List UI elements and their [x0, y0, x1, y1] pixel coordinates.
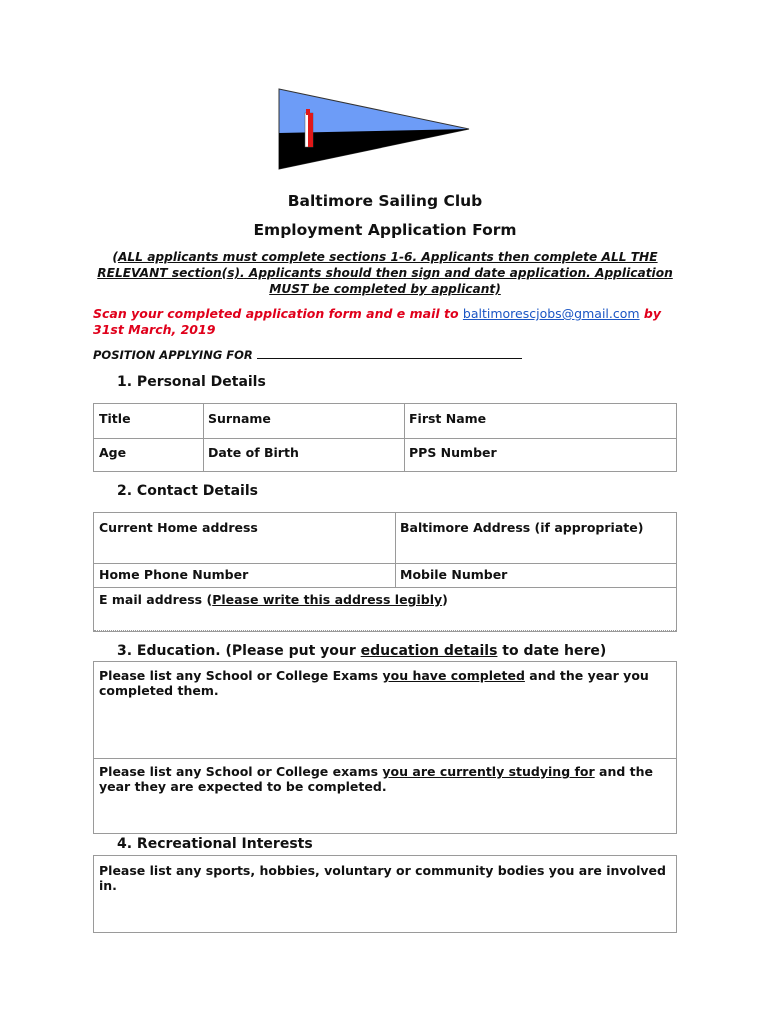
- form-title: Employment Application Form: [253, 221, 517, 239]
- surname-field[interactable]: Surname: [208, 411, 271, 426]
- education-table: [93, 661, 677, 834]
- title-field[interactable]: Title: [99, 411, 131, 426]
- recreational-table: [93, 855, 677, 933]
- baltimore-address-field[interactable]: Baltimore Address (if appropriate): [400, 520, 644, 535]
- home-phone-field[interactable]: Home Phone Number: [99, 567, 249, 582]
- pps-number-field[interactable]: PPS Number: [409, 445, 497, 460]
- instructions: (ALL applicants must complete sections 1-6. Applicants then complete ALL THE RELEVANT section(s). Applicants should then sign and date application. Application MUST be completed by applicant): [97, 250, 673, 296]
- personal-details-table: [93, 403, 677, 472]
- current-home-address-field[interactable]: Current Home address: [99, 520, 258, 535]
- position-applying: [93, 347, 522, 362]
- exams-studying-field[interactable]: Please list any School or College exams you are currently studying for and the year they are expected to be completed.: [99, 764, 654, 794]
- first-name-field[interactable]: First Name: [409, 411, 487, 426]
- club-name: Baltimore Sailing Club: [287, 192, 483, 210]
- section3-heading: 3. Education. (Please put your education details to date here): [117, 643, 607, 659]
- position-label: POSITION APPLYING FOR: [93, 348, 253, 362]
- deadline-note: Scan your completed application form and e mail to baltimorescjobs@gmail.com by 31st March, 2019: [93, 306, 662, 337]
- mobile-field[interactable]: Mobile Number: [400, 567, 508, 582]
- section1-heading: 1. Personal Details: [117, 374, 266, 390]
- club-logo: [277, 87, 471, 171]
- position-input-line[interactable]: [257, 347, 522, 359]
- age-field[interactable]: Age: [99, 445, 127, 460]
- instructions-text: ALL applicants must complete sections 1-6. Applicants then complete ALL THE RELEVANT section(s). Applicants should then sign and date application. Application MUST be completed by applicant): [97, 250, 673, 296]
- contact-details-table: [93, 512, 677, 632]
- email-address-field[interactable]: E mail address (Please write this address legibly): [99, 592, 448, 607]
- dob-field[interactable]: Date of Birth: [208, 445, 299, 460]
- section4-heading: 4. Recreational Interests: [117, 836, 313, 852]
- recreational-interests-field[interactable]: Please list any sports, hobbies, voluntary or community bodies you are involved in.: [99, 863, 666, 893]
- exams-completed-field[interactable]: Please list any School or College Exams you have completed and the year you completed them.: [99, 668, 649, 698]
- section2-heading: 2. Contact Details: [117, 483, 258, 499]
- email-link[interactable]: baltimorescjobs@gmail.com: [462, 306, 640, 321]
